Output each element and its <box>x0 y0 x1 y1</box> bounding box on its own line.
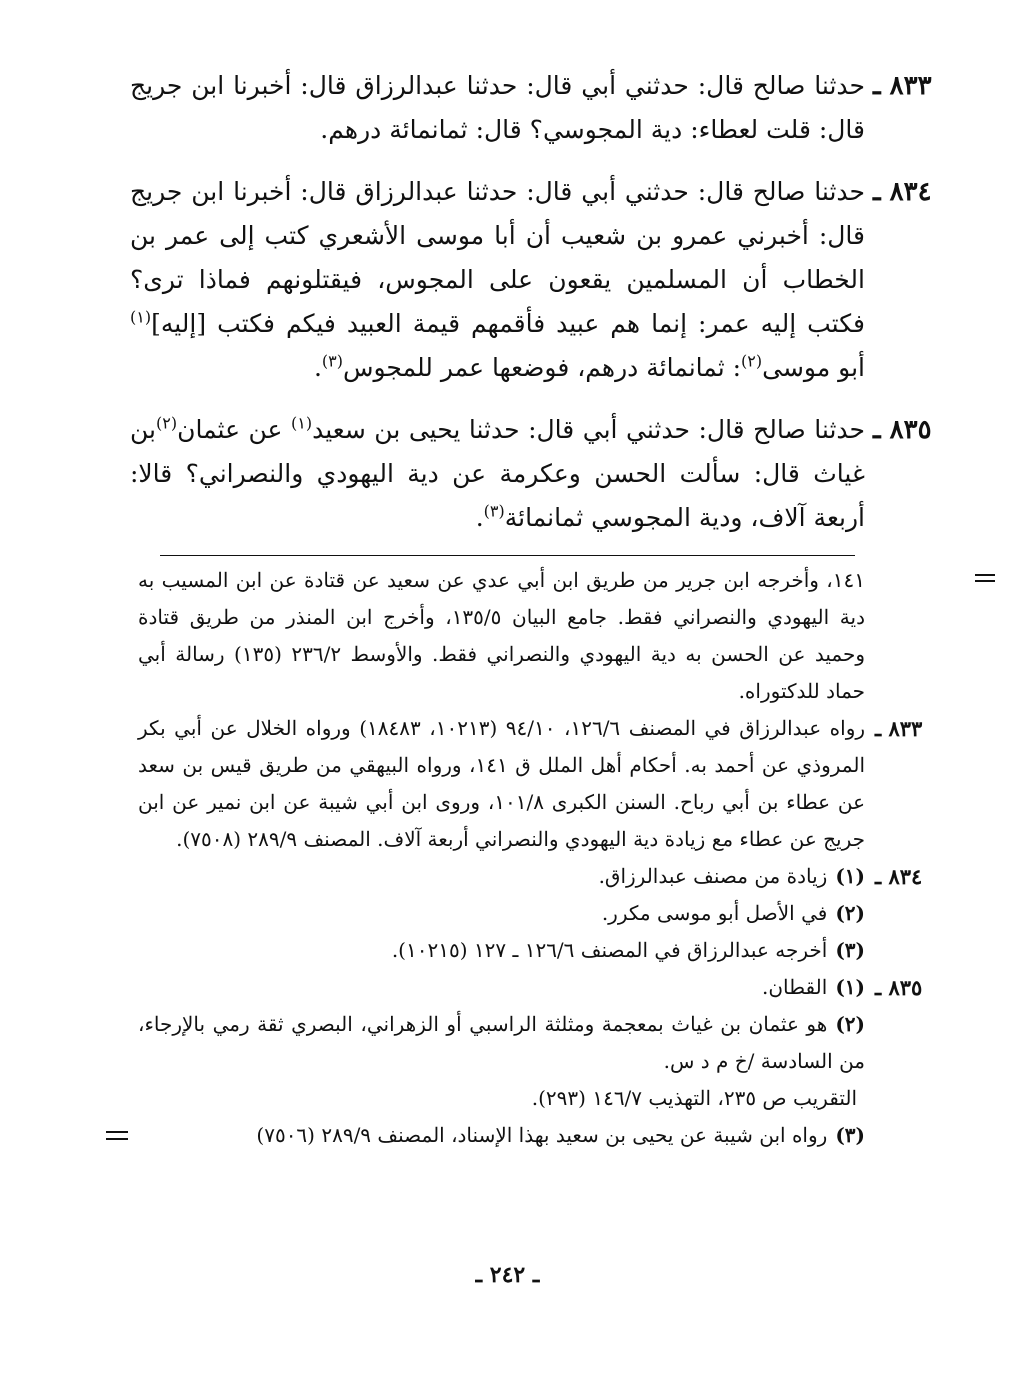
footnote-item: (٢)في الأصل أبو موسى مكرر. <box>601 901 865 925</box>
footnote-item: (٢)هو عثمان بن غياث بمعجمة ومثلثة الراسبي أو الزهراني، البصري ثقة رمي بالإرجاء، من السادسة /خ م د س. <box>138 1012 865 1073</box>
footnote-ref[interactable]: (١) <box>130 307 152 327</box>
continuation-mark <box>106 1131 128 1140</box>
footnote-number: ٨٣٥ ـ <box>875 975 923 1000</box>
footnote-continued: ١٤١، وأخرجه ابن جرير من طريق ابن أبي عدي عن سعيد عن قتادة عن ابن المسيب به دية اليهودي والنصراني فقط. جامع البيان ١٣٥/٥، وأخرج ابن المنذر من طريق قتادة وحميد عن الحسن به دية اليهودي والنصراني فقط. والأوسط ٢٣٦/٢ (١٣٥) رسالة أبي حماد للدكتوراه. <box>138 562 865 710</box>
continuation-mark <box>975 574 995 582</box>
footnote-number: ٨٣٣ ـ <box>875 716 923 741</box>
footnote-ref[interactable]: (٢) <box>741 351 763 371</box>
footnotes <box>138 562 923 1154</box>
footnote-item: (٣)رواه ابن شيبة عن يحيى بن سعيد بهذا الإسناد، المصنف ٢٨٩/٩ (٧٥٠٦) <box>138 1117 865 1154</box>
footnote-separator <box>160 555 855 556</box>
hadith-835 <box>130 408 932 540</box>
footnote-item: التقريب ص ٢٣٥، التهذيب ١٤٦/٧ (٢٩٣). <box>531 1086 857 1110</box>
hadith-number: ٨٣٥ ـ <box>873 415 932 445</box>
footnote-ref[interactable]: (٣) <box>483 501 505 521</box>
page-number: ـ ٢٤٢ ـ <box>475 1262 540 1288</box>
hadith-text: حدثنا صالح قال: حدثني أبي قال: حدثنا عبدالرزاق قال: أخبرنا ابن جريج قال: أخبرني عمرو بن شعيب أن أبا موسى الأشعري كتب إلى عمر بن الخطاب أن المسلمين يقعون على المجوس، فيقتلونهم فماذا ترى؟ فكتب إليه عمر: إنما هم عبيد فأقمهم قيمة العبيد فيكم فكتب [إليه]$^{(١)}$ أبو موسى$^{(٢)}$: ثمانمائة درهم، فوضعها عمر للمجوس$^{(٣)}$. <box>130 177 865 382</box>
hadith-text: حدثنا صالح قال: حدثني أبي قال: حدثنا يحيى بن سعيد$^{(١)}$ عن عثمان$^{(٢)}$بن غياث قال: سألت الحسن وعكرمة عن دية اليهودي والنصراني؟ قالا: أربعة آلاف، ودية المجوسي ثمانمائة$^{(٣)}$. <box>130 413 865 532</box>
footnote-ref[interactable]: (١) <box>291 413 313 433</box>
footnote-item: (١)زيادة من مصنف عبدالرزاق. <box>598 864 865 888</box>
hadith-number: ٨٣٤ ـ <box>873 177 932 207</box>
hadith-text: حدثنا صالح قال: حدثني أبي قال: حدثنا عبدالرزاق قال: أخبرنا ابن جريج قال: قلت لعطاء: دية المجوسي؟ قال: ثمانمائة درهم. <box>130 71 865 144</box>
footnote-834 <box>138 858 923 969</box>
footnote-835 <box>138 969 923 1154</box>
hadith-number: ٨٣٣ ـ <box>873 71 932 101</box>
footnote-ref[interactable]: (٢) <box>156 413 178 433</box>
footnote-item: (٣)أخرجه عبدالرزاق في المصنف ١٢٦/٦ ـ ١٢٧ (١٠٢١٥). <box>391 938 865 962</box>
main-text <box>130 64 932 558</box>
footnote-number: ٨٣٤ ـ <box>875 864 923 889</box>
hadith-833 <box>130 64 932 152</box>
footnote-ref[interactable]: (٣) <box>321 351 343 371</box>
footnote-833: ٨٣٣ ـ رواه عبدالرزاق في المصنف ١٢٦/٦، ٩٤/١٠ (١٠٢١٣، ١٨٤٨٣) ورواه الخلال عن أبي بكر المروذي عن أحمد به. أحكام أهل الملل ق ١٤١، ورواه البيهقي من طريق قيس بن سعد عن عطاء بن أبي رباح. السنن الكبرى ١٠١/٨، وروى ابن أبي شيبة عن ابن نمير عن ابن جريج عن عطاء مع زيادة دية اليهودي والنصراني أربعة آلاف. المصنف ٢٨٩/٩ (٧٥٠٨). <box>138 710 865 858</box>
footnote-item: (١)القطان. <box>762 975 865 999</box>
hadith-834 <box>130 170 932 390</box>
